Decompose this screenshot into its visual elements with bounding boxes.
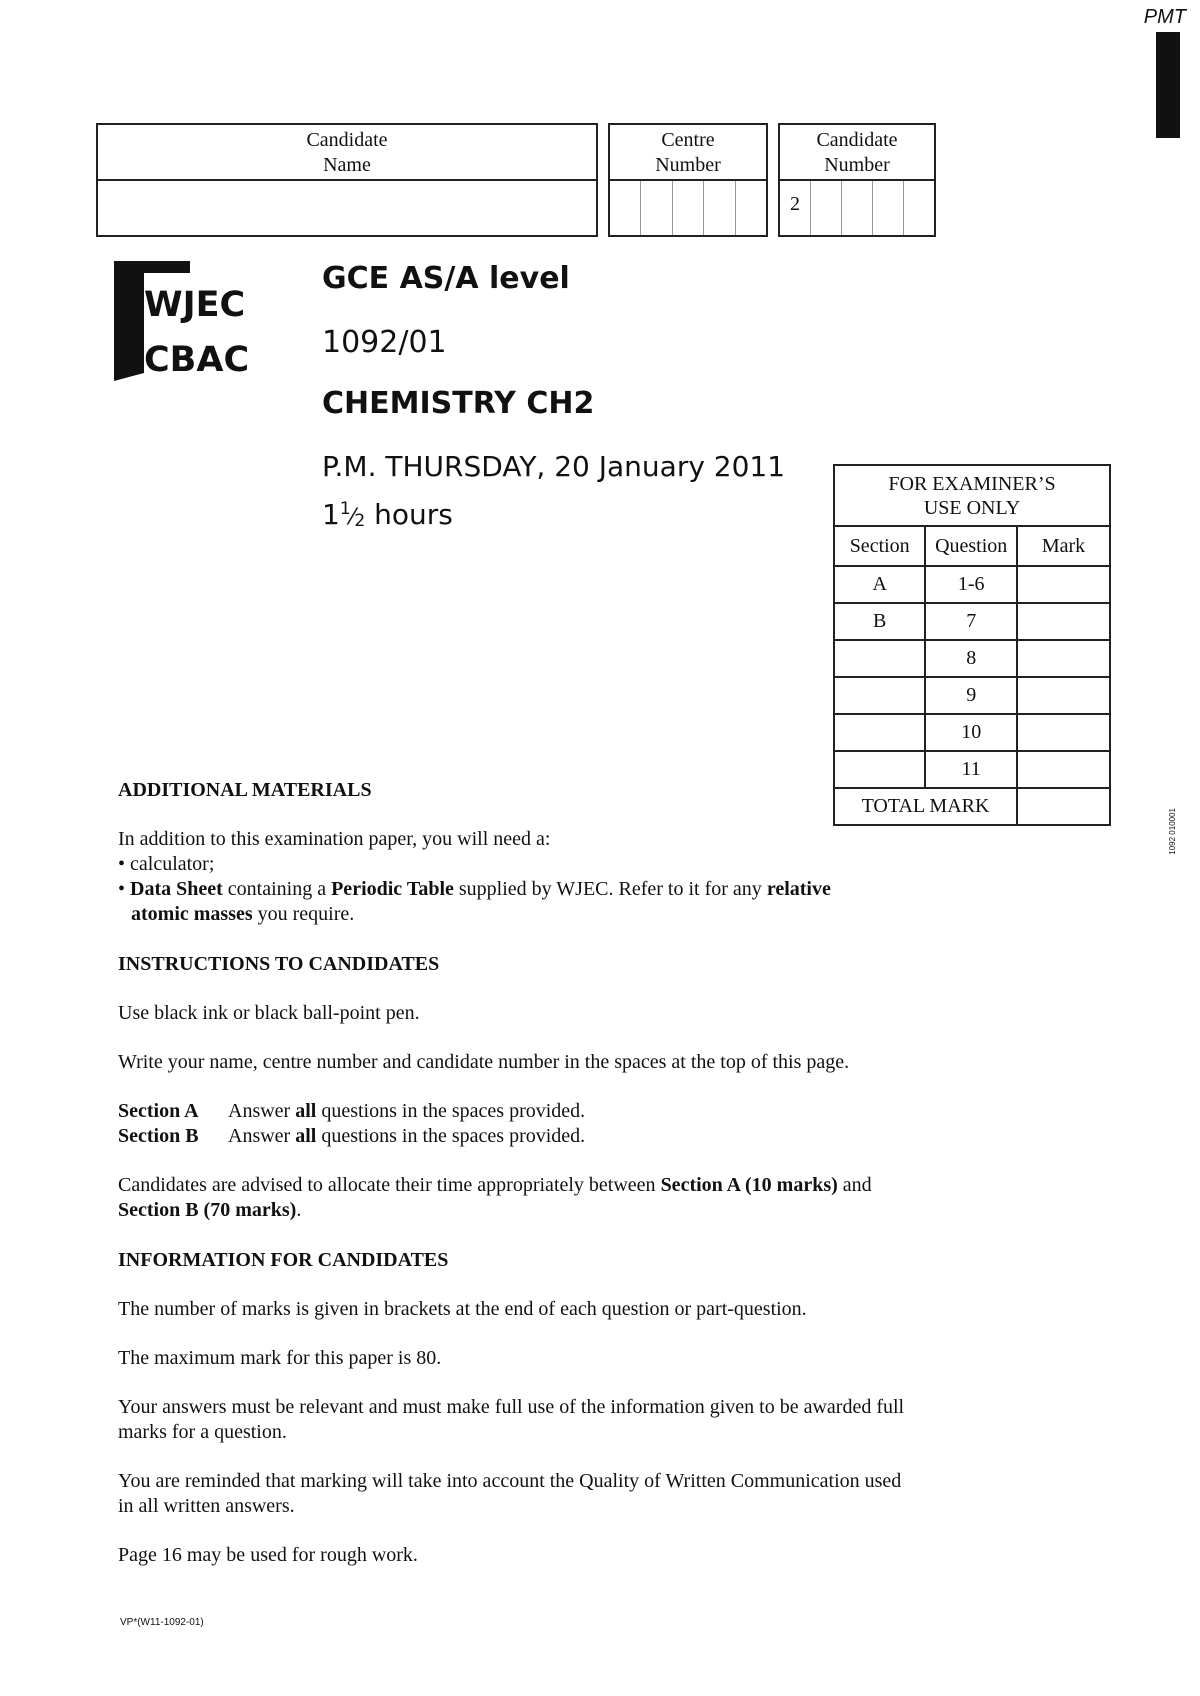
instruction-ink: Use black ink or black ball-point pen.	[118, 1002, 420, 1024]
table-row: 11	[834, 751, 1110, 788]
col-section: Section	[834, 526, 925, 566]
svg-text:CBAC: CBAC	[144, 340, 250, 380]
instructions-heading: INSTRUCTIONS TO CANDIDATES	[118, 953, 440, 975]
total-mark-label: TOTAL MARK	[834, 788, 1017, 825]
centre-number-field[interactable]	[610, 181, 766, 235]
info-rough-work: Page 16 may be used for rough work.	[118, 1544, 418, 1566]
info-marks-brackets: The number of marks is given in brackets at the end of each question or part-question.	[118, 1298, 807, 1320]
paper-code: 1092/01	[322, 325, 447, 360]
pmt-mark: PMT	[1143, 6, 1186, 28]
candidate-name-field[interactable]	[98, 181, 596, 235]
materials-item-datasheet: • Data Sheet containing a Periodic Table supplied by WJEC. Refer to it for any relative atomic masses you require.	[118, 878, 831, 925]
candidate-name-label: Candidate Name	[98, 125, 596, 181]
info-qwc: You are reminded that marking will take into account the Quality of Written Communication used in all written answers.	[118, 1470, 902, 1517]
exam-duration: $1^1⁄_2$ hours	[322, 498, 453, 531]
materials-intro: In addition to this examination paper, you will need a:	[118, 828, 551, 850]
candidate-number-label: Candidate Number	[780, 125, 934, 181]
centre-number-box	[608, 123, 768, 237]
examiner-table-title: FOR EXAMINER’S USE ONLY	[834, 465, 1110, 526]
instruction-time-allocation: Candidates are advised to allocate their time appropriately between Section A (10 marks) and Section B (70 marks).	[118, 1174, 872, 1221]
mark-cell[interactable]	[1017, 714, 1110, 751]
wjec-logo	[114, 261, 262, 381]
side-barcode-text: 1092 010001	[1168, 808, 1177, 855]
subject-title: CHEMISTRY CH2	[322, 386, 595, 421]
candidate-name-box	[96, 123, 598, 237]
table-row: A 1-6	[834, 566, 1110, 603]
mark-cell[interactable]	[1017, 640, 1110, 677]
info-max-mark: The maximum mark for this paper is 80.	[118, 1347, 442, 1369]
mark-cell[interactable]	[1017, 677, 1110, 714]
materials-item-calculator: • calculator;	[118, 853, 215, 875]
info-relevant-answers: Your answers must be relevant and must make full use of the information given to be awarded full marks for a question.	[118, 1396, 905, 1443]
instruction-section-b: Section B Answer all questions in the spaces provided.	[118, 1125, 586, 1147]
exam-level: GCE AS/A level	[322, 261, 570, 296]
exam-date: P.M. THURSDAY, 20 January 2011	[322, 450, 786, 483]
mark-cell[interactable]	[1017, 566, 1110, 603]
table-row: 9	[834, 677, 1110, 714]
candidate-number-prefix: 2	[780, 181, 811, 235]
table-row: 10	[834, 714, 1110, 751]
col-question: Question	[925, 526, 1017, 566]
additional-materials-heading: ADDITIONAL MATERIALS	[118, 779, 372, 801]
col-mark: Mark	[1017, 526, 1110, 566]
instruction-write-name: Write your name, centre number and candidate number in the spaces at the top of this page.	[118, 1051, 850, 1073]
svg-text:WJEC: WJEC	[144, 285, 246, 325]
table-row: B 7	[834, 603, 1110, 640]
instructions-body	[118, 778, 1098, 1568]
information-heading: INFORMATION FOR CANDIDATES	[118, 1249, 449, 1271]
centre-number-label: Centre Number	[610, 125, 766, 181]
candidate-number-field[interactable]	[780, 181, 934, 235]
side-black-bar	[1156, 32, 1180, 138]
table-row: 8	[834, 640, 1110, 677]
instruction-section-a: Section A Answer all questions in the spaces provided.	[118, 1100, 586, 1122]
candidate-number-box	[778, 123, 936, 237]
examiner-use-table	[833, 464, 1111, 826]
footer-code: VP*(W11-1092-01)	[120, 1617, 204, 1628]
mark-cell[interactable]	[1017, 603, 1110, 640]
